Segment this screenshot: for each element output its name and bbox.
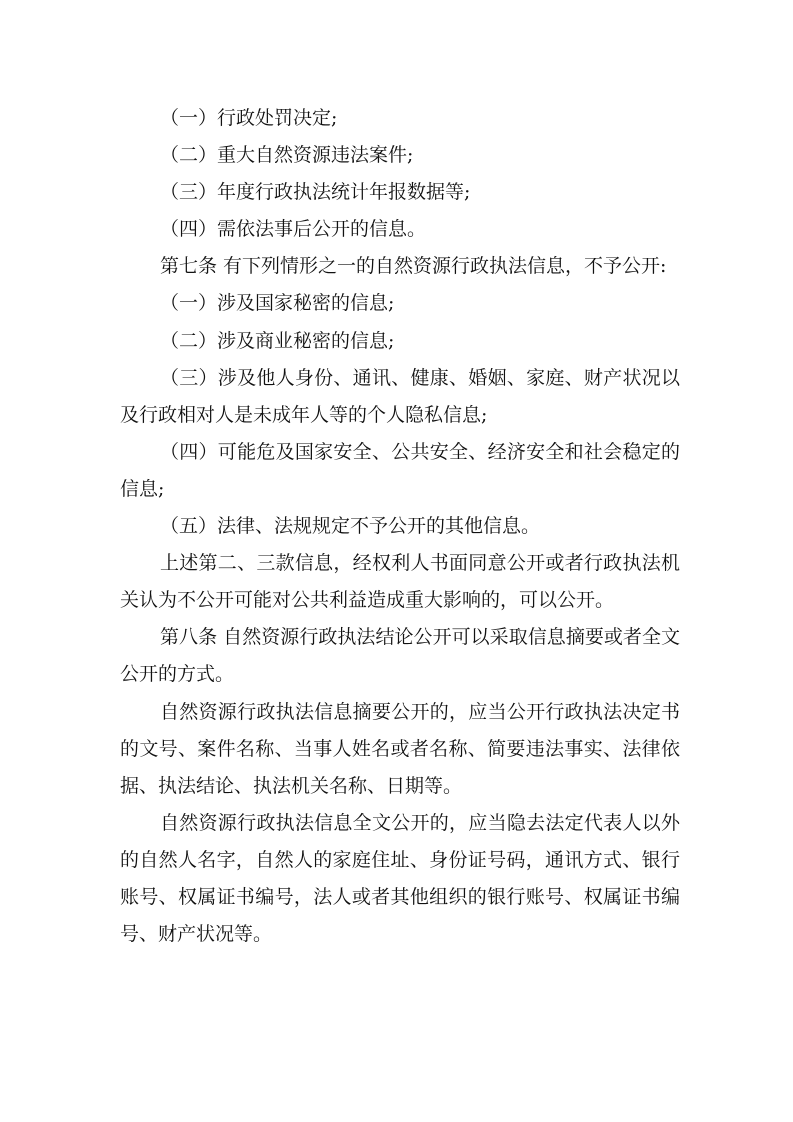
paragraph-item-2: （二）重大自然资源违法案件;: [160, 144, 414, 167]
document-body: [120, 100, 680, 953]
paragraph-item-5: （一）涉及国家秘密的信息;: [160, 292, 395, 315]
article-8: 第八条 自然资源行政执法结论公开可以采取信息摘要或者全文公开的方式。: [120, 626, 680, 686]
paragraph-summary-disclosure: 自然资源行政执法信息摘要公开的，应当公开行政执法决定书的文号、案件名称、当事人姓名或者名称、简要违法事实、法律依据、执法结论、执法机关名称、日期等。: [120, 700, 680, 797]
paragraph-item-4: （四）需依法事后公开的信息。: [160, 218, 427, 241]
paragraph-item-7: （三）涉及他人身份、通讯、健康、婚姻、家庭、财产状况以及行政相对人是未成年人等的个人隐私信息;: [120, 366, 680, 426]
article-7: 第七条 有下列情形之一的自然资源行政执法信息，不予公开:: [160, 255, 667, 278]
paragraph-fulltext-disclosure: 自然资源行政执法信息全文公开的，应当隐去法定代表人以外的自然人名字，自然人的家庭住址、身份证号码，通讯方式、银行账号、权属证书编号，法人或者其他组织的银行账号、权属证书编号、财产状况等。: [120, 811, 680, 946]
paragraph-item-3: （三）年度行政执法统计年报数据等;: [160, 181, 471, 204]
paragraph-item-9: （五）法律、法规规定不予公开的其他信息。: [160, 515, 541, 538]
paragraph-note: 上述第二、三款信息，经权利人书面同意公开或者行政执法机关认为不公开可能对公共利益造成重大影响的，可以公开。: [120, 552, 680, 612]
paragraph-item-6: （二）涉及商业秘密的信息;: [160, 329, 395, 352]
paragraph-item-8: （四）可能危及国家安全、公共安全、经济安全和社会稳定的信息;: [120, 440, 680, 500]
paragraph-item-1: （一）行政处罚决定;: [160, 107, 338, 129]
